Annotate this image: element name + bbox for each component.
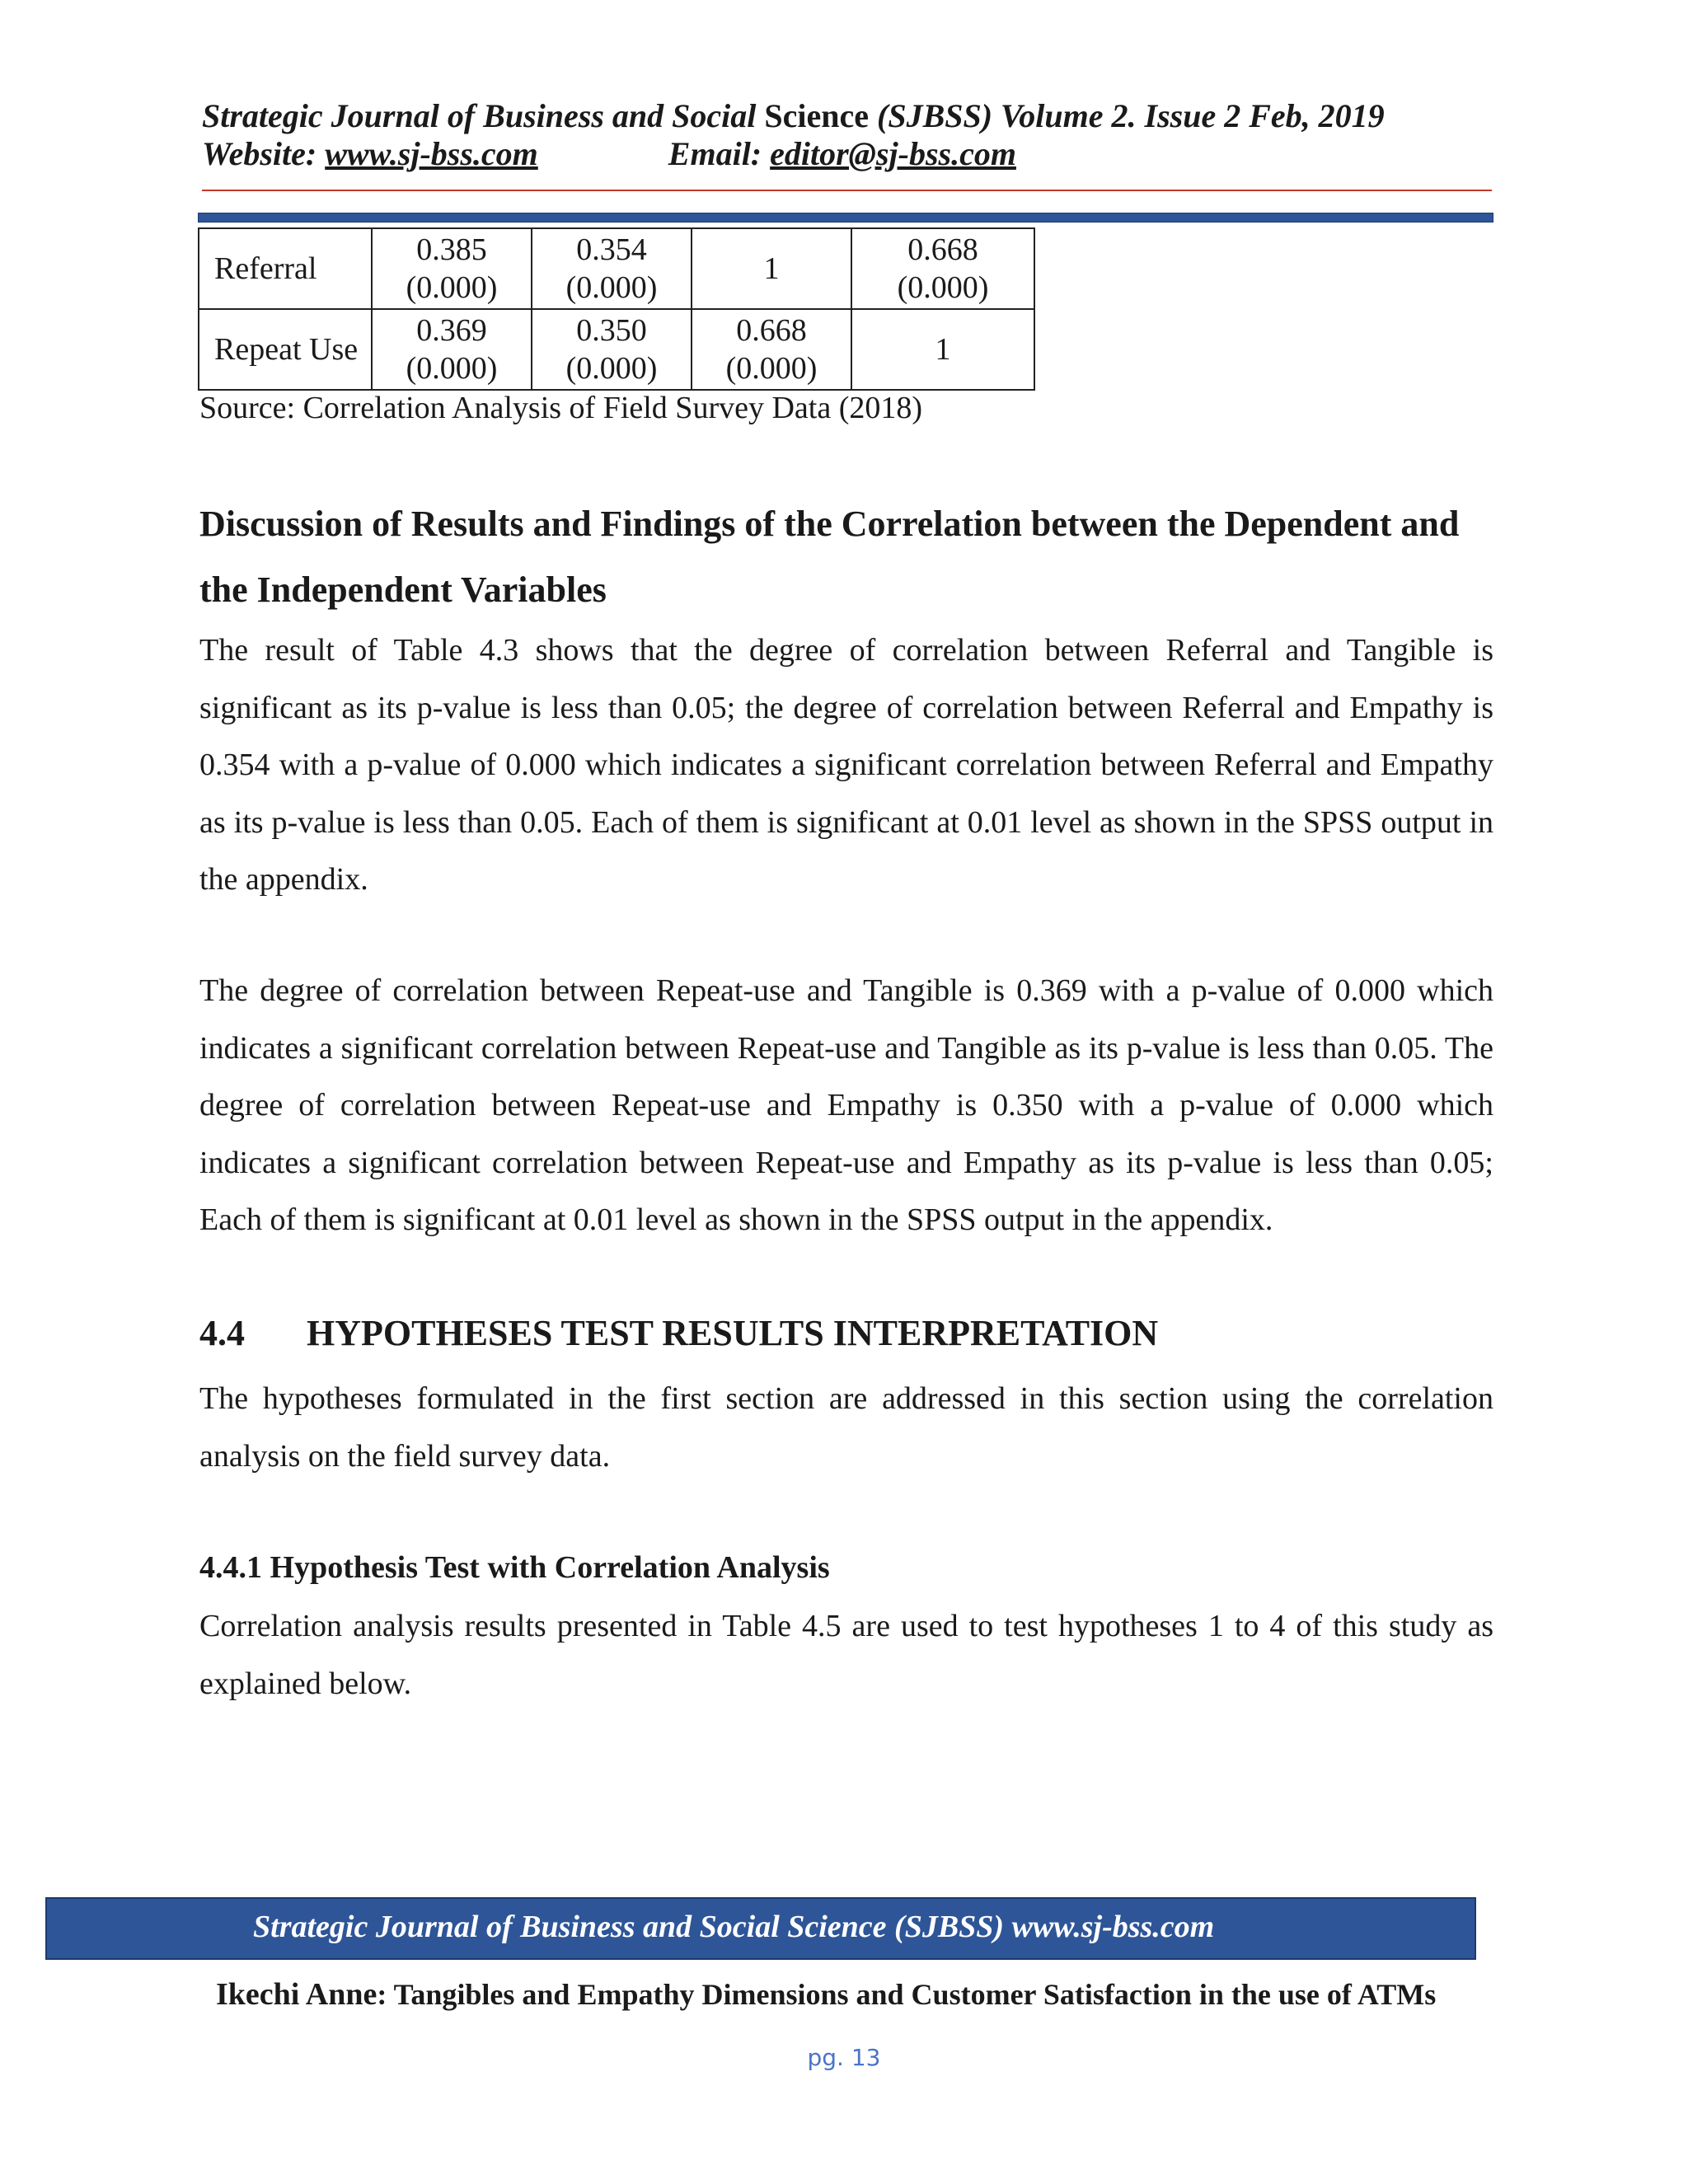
- discussion-heading: Discussion of Results and Findings of the Correlation between the Dependent and the Independent Variables: [199, 504, 1460, 610]
- correlation-table: [198, 227, 1035, 391]
- article-citation: [216, 1976, 1436, 2013]
- header-band: [198, 213, 1493, 223]
- email-link[interactable]: editor@sj-bss.com: [770, 135, 1016, 172]
- table-source: Source: Correlation Analysis of Field Survey Data (2018): [199, 391, 923, 425]
- table-row: [199, 309, 1034, 390]
- subsection-paragraph: Correlation analysis results presented in Table 4.5 are used to test hypotheses 1 to 4 of this study as explained below.: [199, 1609, 1493, 1701]
- website-link[interactable]: www.sj-bss.com: [325, 135, 538, 172]
- table-cell: 0.385 (0.000): [372, 228, 532, 309]
- footer-banner: [45, 1897, 1476, 1960]
- section-heading: [199, 1312, 1158, 1354]
- table-row: [199, 228, 1034, 309]
- subsection-heading: 4.4.1 Hypothesis Test with Correlation Analysis: [199, 1550, 830, 1585]
- table-cell: 0.350 (0.000): [532, 309, 692, 390]
- row-label: Referral: [199, 228, 372, 309]
- journal-title: [202, 97, 1385, 135]
- header-rule: [202, 190, 1492, 191]
- discussion-paragraph-2: The degree of correlation between Repeat-use and Tangible is 0.369 with a p-value of 0.000 which indicates a significant correlation between Repeat-use and Tangible as its p-value is less than 0.05. The degree of correlation between Repeat-use and Empathy is 0.350 with a p-value of 0.000 which indicates a significant correlation between Repeat-use and Empathy as its p-value is less than 0.05; Each of them is significant at 0.01 level as shown in the SPSS output in the appendix.: [199, 973, 1493, 1237]
- discussion-paragraph-1: The result of Table 4.3 shows that the degree of correlation between Referral and Tangible is significant as its p-value is less than 0.05; the degree of correlation between Referral and Empathy is 0.354 with a p-value of 0.000 which indicates a significant correlation between Referral and Empathy as its p-value is less than 0.05. Each of them is significant at 0.01 level as shown in the SPSS output in the appendix.: [199, 633, 1493, 897]
- table-cell: 0.354 (0.000): [532, 228, 692, 309]
- section-number: 4.4: [199, 1313, 245, 1353]
- journal-contacts: [202, 135, 1016, 173]
- journal-title-italic: Strategic Journal of Business and Social: [202, 97, 757, 134]
- table-cell: 1: [692, 228, 851, 309]
- table-cell: 0.369 (0.000): [372, 309, 532, 390]
- page-number: pg. 13: [807, 2044, 881, 2071]
- journal-title-plain: Science: [756, 97, 877, 134]
- email-label: Email:: [668, 135, 771, 172]
- table-cell: 0.668 (0.000): [851, 228, 1034, 309]
- section-paragraph: The hypotheses formulated in the first section are addressed in this section using the correlation analysis on the field survey data.: [199, 1381, 1493, 1474]
- section-title: HYPOTHESES TEST RESULTS INTERPRETATION: [307, 1313, 1159, 1353]
- row-label: Repeat Use: [199, 309, 372, 390]
- website-label: Website:: [202, 135, 326, 172]
- table-cell: 1: [851, 309, 1034, 390]
- author-name: Ikechi Anne: [216, 1977, 377, 2012]
- footer-banner-text: Strategic Journal of Business and Social Science (SJBSS) www.sj-bss.com: [253, 1910, 1215, 1944]
- journal-title-rest: (SJBSS) Volume 2. Issue 2 Feb, 2019: [877, 97, 1385, 134]
- article-title: : Tangibles and Empathy Dimensions and Customer Satisfaction in the use of ATMs: [377, 1978, 1437, 2011]
- table-cell: 0.668 (0.000): [692, 309, 851, 390]
